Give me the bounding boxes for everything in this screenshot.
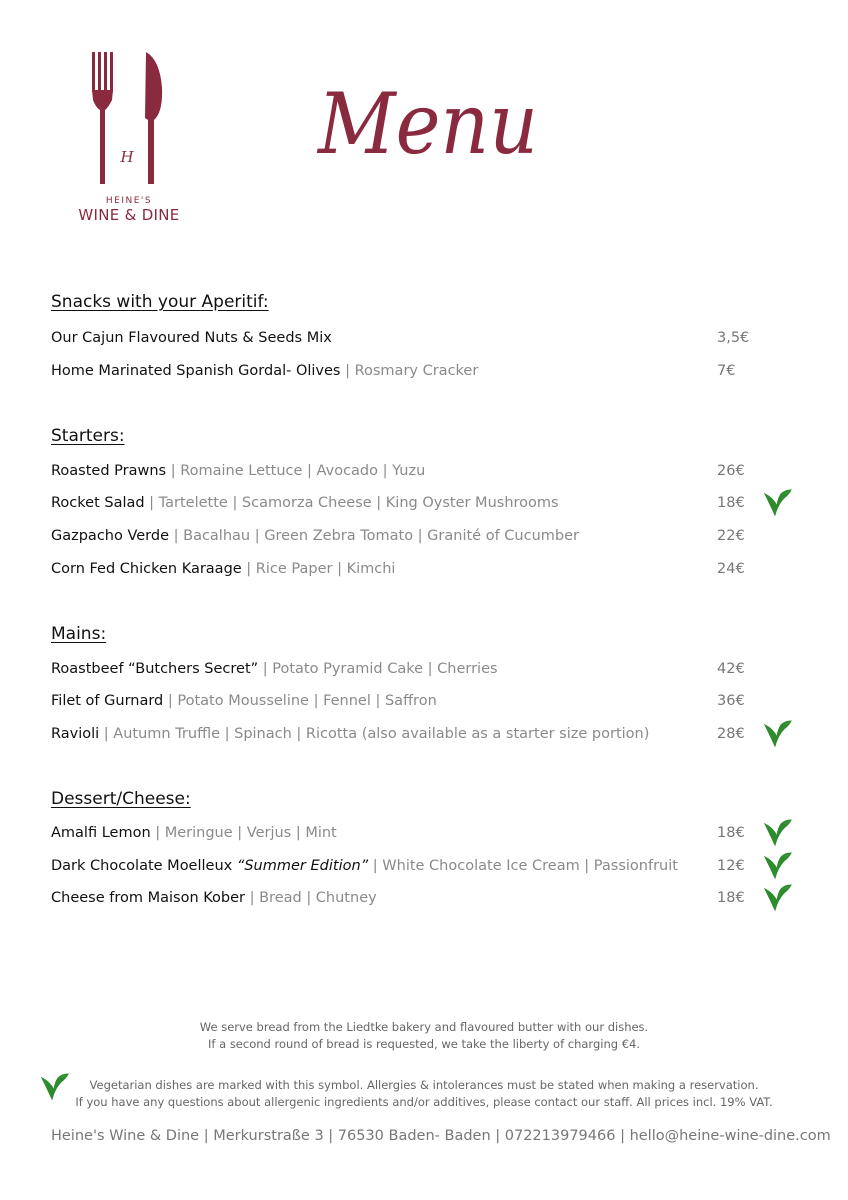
vegetarian-leaf-icon	[763, 717, 793, 758]
item-name: Roastbeef “Butchers Secret”	[51, 661, 259, 677]
item-description: | Rosmary Cracker	[340, 363, 479, 379]
menu-item	[51, 853, 811, 879]
item-name: Ravioli	[51, 726, 100, 742]
item-price: 7€	[717, 363, 736, 379]
menu-item	[51, 458, 811, 484]
item-price: 36€	[717, 693, 745, 709]
bread-note-line: We serve bread from the Liedtke bakery and flavoured butter with our dishes.	[199, 1020, 649, 1034]
item-price: 18€	[717, 495, 745, 511]
item-price: 12€	[717, 858, 745, 874]
item-description: | Autumn Truffle | Spinach | Ricotta (also available as a starter size portion)	[99, 726, 650, 742]
item-price: 3,5€	[717, 330, 750, 346]
menu-item	[51, 556, 811, 582]
logo-brand-small: HEINE'S	[105, 196, 153, 206]
menu-item	[51, 325, 811, 351]
item-name: Rocket Salad	[51, 495, 145, 511]
vegetarian-note	[0, 1077, 848, 1111]
fork-knife-icon	[88, 48, 170, 188]
logo-brand-big: WINE & DINE	[78, 206, 180, 224]
item-name: Roasted Prawns	[51, 463, 167, 479]
item-price: 18€	[717, 890, 745, 906]
item-name-italic: “Summer Edition”	[236, 858, 369, 874]
item-price: 18€	[717, 825, 745, 841]
menu-item	[51, 358, 811, 384]
item-description: | Tartelette | Scamorza Cheese | King Oyster Mushrooms	[144, 495, 559, 511]
vegetarian-leaf-icon	[763, 486, 793, 527]
menu-item	[51, 721, 811, 747]
item-description: | Romaine Lettuce | Avocado | Yuzu	[166, 463, 426, 479]
vegetarian-note-line: Vegetarian dishes are marked with this symbol. Allergies & intolerances must be stated when making a reservation.	[89, 1078, 759, 1092]
menu-item	[51, 523, 811, 549]
item-name: Our Cajun Flavoured Nuts & Seeds Mix	[51, 330, 332, 346]
item-description: | Potato Mousseline | Fennel | Saffron	[163, 693, 437, 709]
item-description: | Bacalhau | Green Zebra Tomato | Granité of Cucumber	[169, 528, 579, 544]
item-description: | Bread | Chutney	[245, 890, 377, 906]
item-description: | Meringue | Verjus | Mint	[150, 825, 337, 841]
page-title	[310, 50, 550, 180]
menu-item	[51, 490, 811, 516]
item-description: | White Chocolate Ice Cream | Passionfruit	[368, 858, 678, 874]
item-price: 42€	[717, 661, 745, 677]
section-title-snacks: Snacks with your Aperitif:	[51, 292, 269, 312]
menu-item	[51, 656, 811, 682]
svg-text:Menu: Menu	[316, 75, 538, 173]
menu-item	[51, 885, 811, 911]
item-name: Home Marinated Spanish Gordal- Olives	[51, 363, 341, 379]
menu-item	[51, 688, 811, 714]
section-title-starters: Starters:	[51, 426, 125, 446]
item-price: 28€	[717, 726, 745, 742]
menu-item	[51, 820, 811, 846]
bread-note	[0, 1019, 848, 1053]
item-name: Dark Chocolate Moelleux	[51, 858, 237, 874]
section-title-mains: Mains:	[51, 624, 107, 644]
svg-text:H: H	[120, 148, 134, 166]
section-title-dessert: Dessert/Cheese:	[51, 789, 191, 809]
item-name: Filet of Gurnard	[51, 693, 164, 709]
bread-note-line: If a second round of bread is requested, we take the liberty of charging €4.	[208, 1037, 640, 1051]
item-price: 26€	[717, 463, 745, 479]
item-name: Amalfi Lemon	[51, 825, 151, 841]
item-name: Cheese from Maison Kober	[51, 890, 245, 906]
restaurant-logo	[70, 48, 188, 228]
item-name: Gazpacho Verde	[51, 528, 170, 544]
vegetarian-leaf-icon	[763, 881, 793, 922]
footer-contact: Heine's Wine & Dine | Merkurstraße 3 | 76530 Baden- Baden | 072213979466 | hello@heine-wine-dine.com	[51, 1128, 831, 1144]
item-price: 22€	[717, 528, 745, 544]
item-description: | Potato Pyramid Cake | Cherries	[258, 661, 498, 677]
vegetarian-note-line: If you have any questions about allergenic ingredients and/or additives, please contact our staff. All prices incl. 19% VAT.	[75, 1095, 773, 1109]
item-description: | Rice Paper | Kimchi	[241, 561, 396, 577]
item-name: Corn Fed Chicken Karaage	[51, 561, 242, 577]
item-price: 24€	[717, 561, 745, 577]
